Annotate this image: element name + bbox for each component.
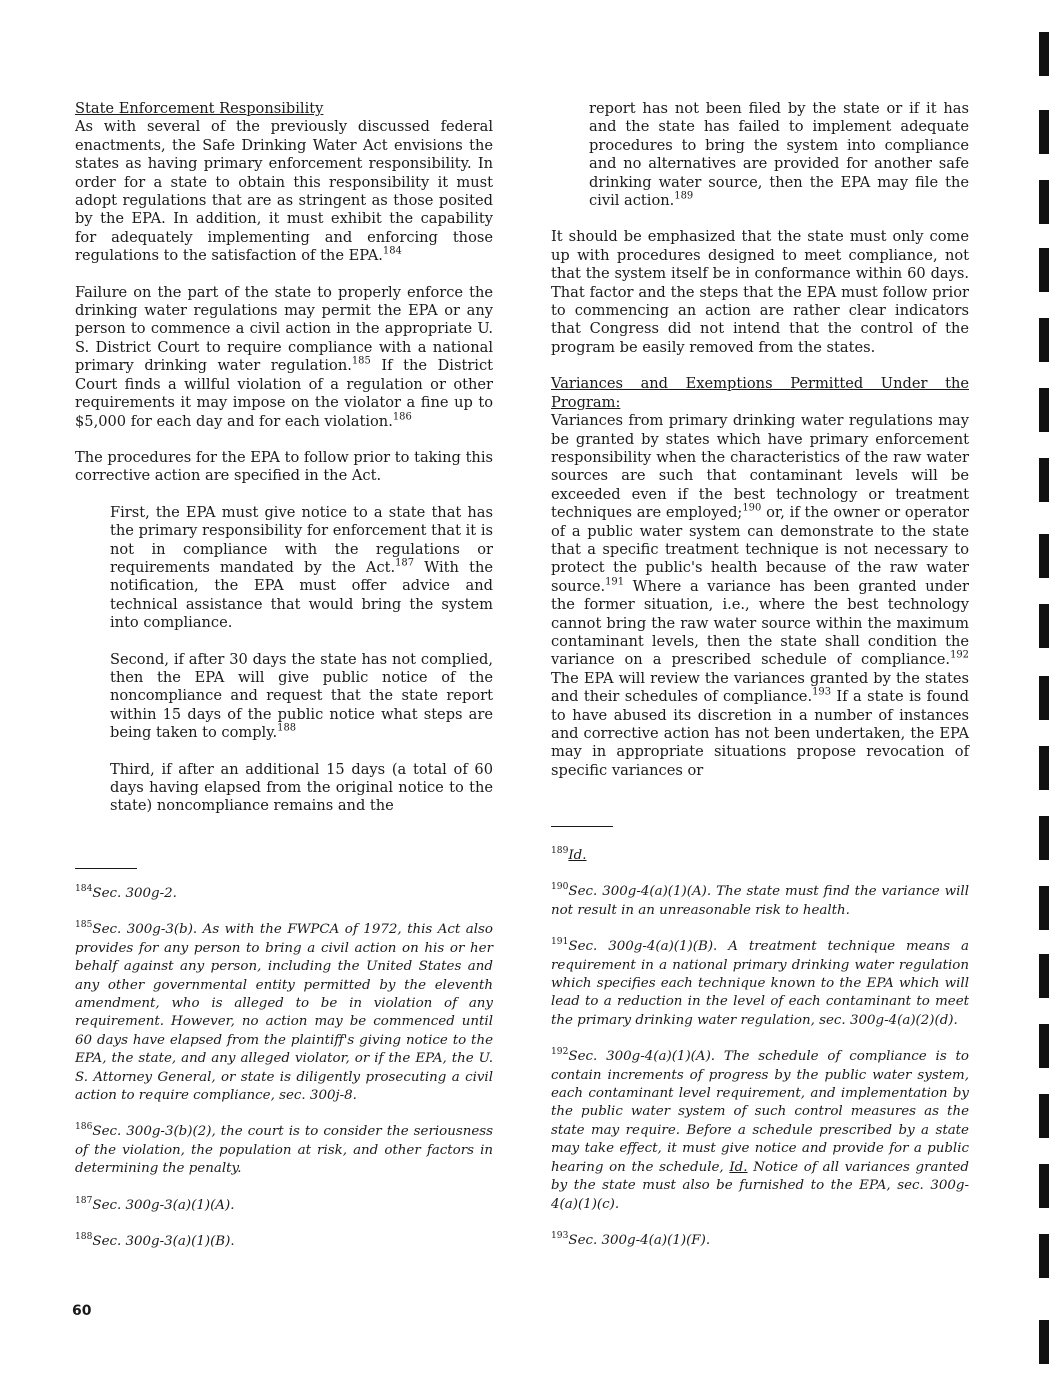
footnote-187: $^{187}$Sec. 300g-3(a)(1)(A).	[75, 1195, 235, 1213]
scan-mark	[1039, 110, 1049, 154]
left-column	[75, 100, 493, 834]
indented-paragraph: First, the EPA must give notice to a state that has the primary responsibility for enforcement that it is not in compliance with the regulations or requirements mandated by the Act.$^{187}$ With the notification, the EPA must offer advice and technical assistance that would bring the system into compliance.	[110, 503, 493, 632]
scan-mark	[1039, 886, 1049, 930]
paragraph: It should be emphasized that the state must only come up with procedures designed to meet compliance, not that the system itself be in conformance within 60 days. That factor and the steps that the EPA must follow prior to commencing an action are rather clear indicators that Congress did not intend that the control of the program be easily removed from the states.	[551, 228, 969, 356]
paragraph: Variances from primary drinking water regulations may be granted by states which have primary enforcement responsibility when the characteristics of the raw water sources are such that contaminant levels will be exceeded even if the best technology or treatment techniques are employed;$^{190}$ or, if the owner or operator of a public water system can demonstrate to the state that a specific treatment technique is not necessary to protect the public's health because of the raw water source.$^{191}$ Where a variance has been granted under the former situation, i.e., where the best technology cannot bring the raw water source within the maximum contaminant levels, then the state shall condition the variance on a prescribed schedule of compliance.$^{192}$ The EPA will review the variances granted by the states and their schedules of compliance.$^{193}$ If a state is found to have abused its discretion in a number of instances and corrective action has not been undertaken, the EPA may in appropriate situations propose revocation of specific variances or	[551, 412, 969, 779]
footnote-ref: 188	[277, 722, 297, 734]
page-number: 60	[72, 1303, 92, 1319]
scan-mark	[1039, 1320, 1049, 1364]
footnote-ref: 189	[674, 190, 694, 202]
right-column	[551, 100, 969, 798]
footnote-191: $^{191}$Sec. 300g-4(a)(1)(B). A treatment technique means a requirement in a national primary drinking water regulation which specifies each technique known to the EPA which will lead to a reduction in the level of each contaminant to meet the primary drinking water regulation, sec. 300g-4(a)(2)(d).	[551, 937, 969, 1028]
section-heading-variances: Variances and Exemptions Permitted Under the Program:	[551, 375, 969, 411]
footnote-188: $^{188}$Sec. 300g-3(a)(1)(B).	[75, 1232, 235, 1250]
footnote-190: $^{190}$Sec. 300g-4(a)(1)(A). The state must find the variance will not result in an unreasonable risk to health.	[551, 882, 969, 918]
scan-mark	[1039, 954, 1049, 998]
footnote-ref: 185	[351, 355, 371, 367]
scan-mark	[1039, 534, 1049, 578]
scan-mark	[1039, 1164, 1049, 1208]
footnote-192: $^{192}$Sec. 300g-4(a)(1)(A). The schedule of compliance is to contain increments of progress by the public water system, each contaminant level requirement, and implementation by the public water system of such control measures as the state may require. Before a schedule prescribed by a state may take effect, it must give notice and provide for a public hearing on the schedule, Id. Notice of all variances granted by the state must also be furnished to the EPA, sec. 300g-4(a)(1)(c).	[551, 1047, 970, 1212]
scan-mark	[1039, 1024, 1049, 1068]
scan-mark	[1039, 816, 1049, 860]
footnote-ref: 192	[950, 649, 969, 661]
paragraph: Failure on the part of the state to properly enforce the drinking water regulations may permit the EPA or any person to commence a civil action in the appropriate U. S. District Court to require compliance with a national primary drinking water regulation.$^{185}$ If the District Court finds a willful violation of a regulation or other requirements it may impose on the violator a fine up to $5,000 for each day and for each violation.$^{186}$	[75, 283, 494, 430]
footnote-divider	[551, 826, 613, 827]
scan-mark	[1039, 32, 1049, 76]
paragraph: The procedures for the EPA to follow prior to taking this corrective action are specified in the Act.	[75, 448, 493, 485]
footnote-189: $^{189}$Id.	[551, 846, 587, 863]
indented-paragraph: Third, if after an additional 15 days (a total of 60 days having elapsed from the original notice to the state) noncompliance remains and the	[110, 760, 493, 815]
footnote-186: $^{186}$Sec. 300g-3(b)(2), the court is to consider the seriousness of the violation, the population at risk, and other factors in determining the penalty.	[75, 1122, 493, 1177]
scan-mark	[1039, 676, 1049, 720]
footnote-ref: 184	[382, 245, 402, 257]
footnote-ref: 190	[742, 502, 762, 514]
scan-mark	[1039, 1094, 1049, 1138]
scan-mark	[1039, 746, 1049, 790]
footnotes-left	[75, 868, 493, 1270]
footnotes-right	[551, 826, 969, 1268]
scan-mark	[1039, 318, 1049, 362]
footnote-184: $^{184}$Sec. 300g-2.	[75, 884, 177, 901]
footnote-185: $^{185}$Sec. 300g-3(b). As with the FWPCA of 1972, this Act also provides for any person to bring a civil action on his or her behalf against any person, including the United States and any other governmental entity permitted by the eleventh amendment, who is alleged to be in violation of any requirement. However, no action may be commenced until 60 days have elapsed from the plaintiff's giving notice to the EPA, the state, and any alleged violator, or if the EPA, the U. S. Attorney General, or state is diligently prosecuting a civil action to require compliance, sec. 300j-8.	[75, 920, 493, 1104]
footnote-193: $^{193}$Sec. 300g-4(a)(1)(F).	[551, 1230, 711, 1248]
footnote-ref: 186	[392, 411, 412, 423]
footnote-ref: 187	[395, 557, 415, 569]
indented-paragraph: Second, if after 30 days the state has not complied, then the EPA will give public notice of the noncompliance and request that the state report within 15 days of the public notice what steps are being taken to comply.$^{188}$	[110, 650, 493, 742]
section-heading-state-enforcement: State Enforcement Responsibility	[75, 100, 324, 117]
paragraph: As with several of the previously discussed federal enactments, the Safe Drinking Water Act envisions the states as having primary enforcement responsibility. In order for a state to obtain this responsibility it must adopt regulations that are as stringent as those posited by the EPA. In addition, it must exhibit the capability for adequately implementing and enforcing those regulations to the satisfaction of the EPA.$^{184}$	[75, 118, 493, 265]
footnote-divider	[75, 868, 137, 869]
scan-mark	[1039, 248, 1049, 292]
scan-mark	[1039, 180, 1049, 224]
scan-mark	[1039, 388, 1049, 432]
scan-mark	[1039, 604, 1049, 648]
footnote-ref: 193	[812, 686, 832, 698]
indented-paragraph: report has not been filed by the state or if it has and the state has failed to implement adequate procedures to bring the system into compliance and no alternatives are provided for another safe drinking water source, then the EPA may file the civil action.$^{189}$	[589, 100, 969, 210]
scan-mark	[1039, 458, 1049, 502]
footnote-ref: 191	[605, 576, 625, 588]
scan-mark	[1039, 1234, 1049, 1278]
